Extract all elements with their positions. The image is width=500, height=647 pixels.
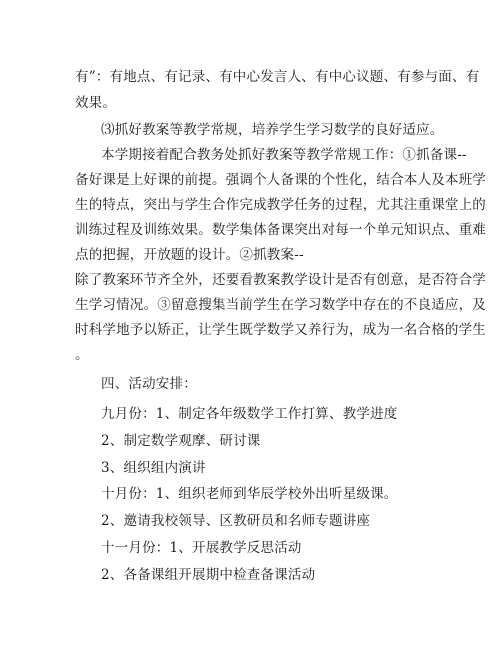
text-line-19: 十一月份：1、开展教学反思活动 (101, 540, 302, 556)
text-line-14: 九月份：1、制定各年级数学工作打算、教学进度 (101, 406, 398, 422)
text-line-6: 生的特点，突出与学生合作完成教学任务的过程，尤其注重课堂上的 (75, 197, 486, 213)
text-line-18: 2、邀请我校领导、区教研员和名师专题讲座 (101, 513, 371, 529)
text-line-2: 效果。 (75, 95, 117, 111)
text-line-7: 训练过程及训练效果。数学集体备课突出对每一个单元知识点、重难 (75, 222, 486, 238)
text-line-11: 时科学地予以矫正，让学生既学数学又养行为，成为一名合格的学生 (75, 322, 486, 338)
text-line-5: 备好课是上好课的前提。强调个人备课的个性化，结合本人及本班学 (75, 172, 486, 188)
text-line-1: 有”：有地点、有记录、有中心发言人、有中心议题、有参与面、有 (75, 69, 480, 85)
text-line-12: 。 (75, 347, 89, 363)
section-heading: 四、活动安排： (101, 376, 197, 392)
text-line-3: ⑶抓好教案等教学常规，培养学生学习数学的良好适应。 (101, 122, 444, 138)
text-line-9: 除了教案环节齐全外，还要看教案教学设计是否有创意，是否符合学 (75, 272, 486, 288)
text-line-16: 3、组织组内演讲 (101, 460, 206, 476)
text-line-10: 生学习情况。③留意搜集当前学生在学习数学中存在的不良适应，及 (75, 297, 486, 313)
text-line-8: 点的把握，开放题的设计。②抓教案-- (75, 247, 304, 263)
text-line-15: 2、制定数学观摩、研讨课 (101, 433, 261, 449)
text-line-17: 十月份：1、组织老师到华辰学校外出听星级课。 (101, 486, 398, 502)
text-line-20: 2、各备课组开展期中检查备课活动 (101, 567, 316, 583)
text-line-4: 本学期接着配合教务处抓好教案等教学常规工作：①抓备课-- (101, 147, 467, 163)
